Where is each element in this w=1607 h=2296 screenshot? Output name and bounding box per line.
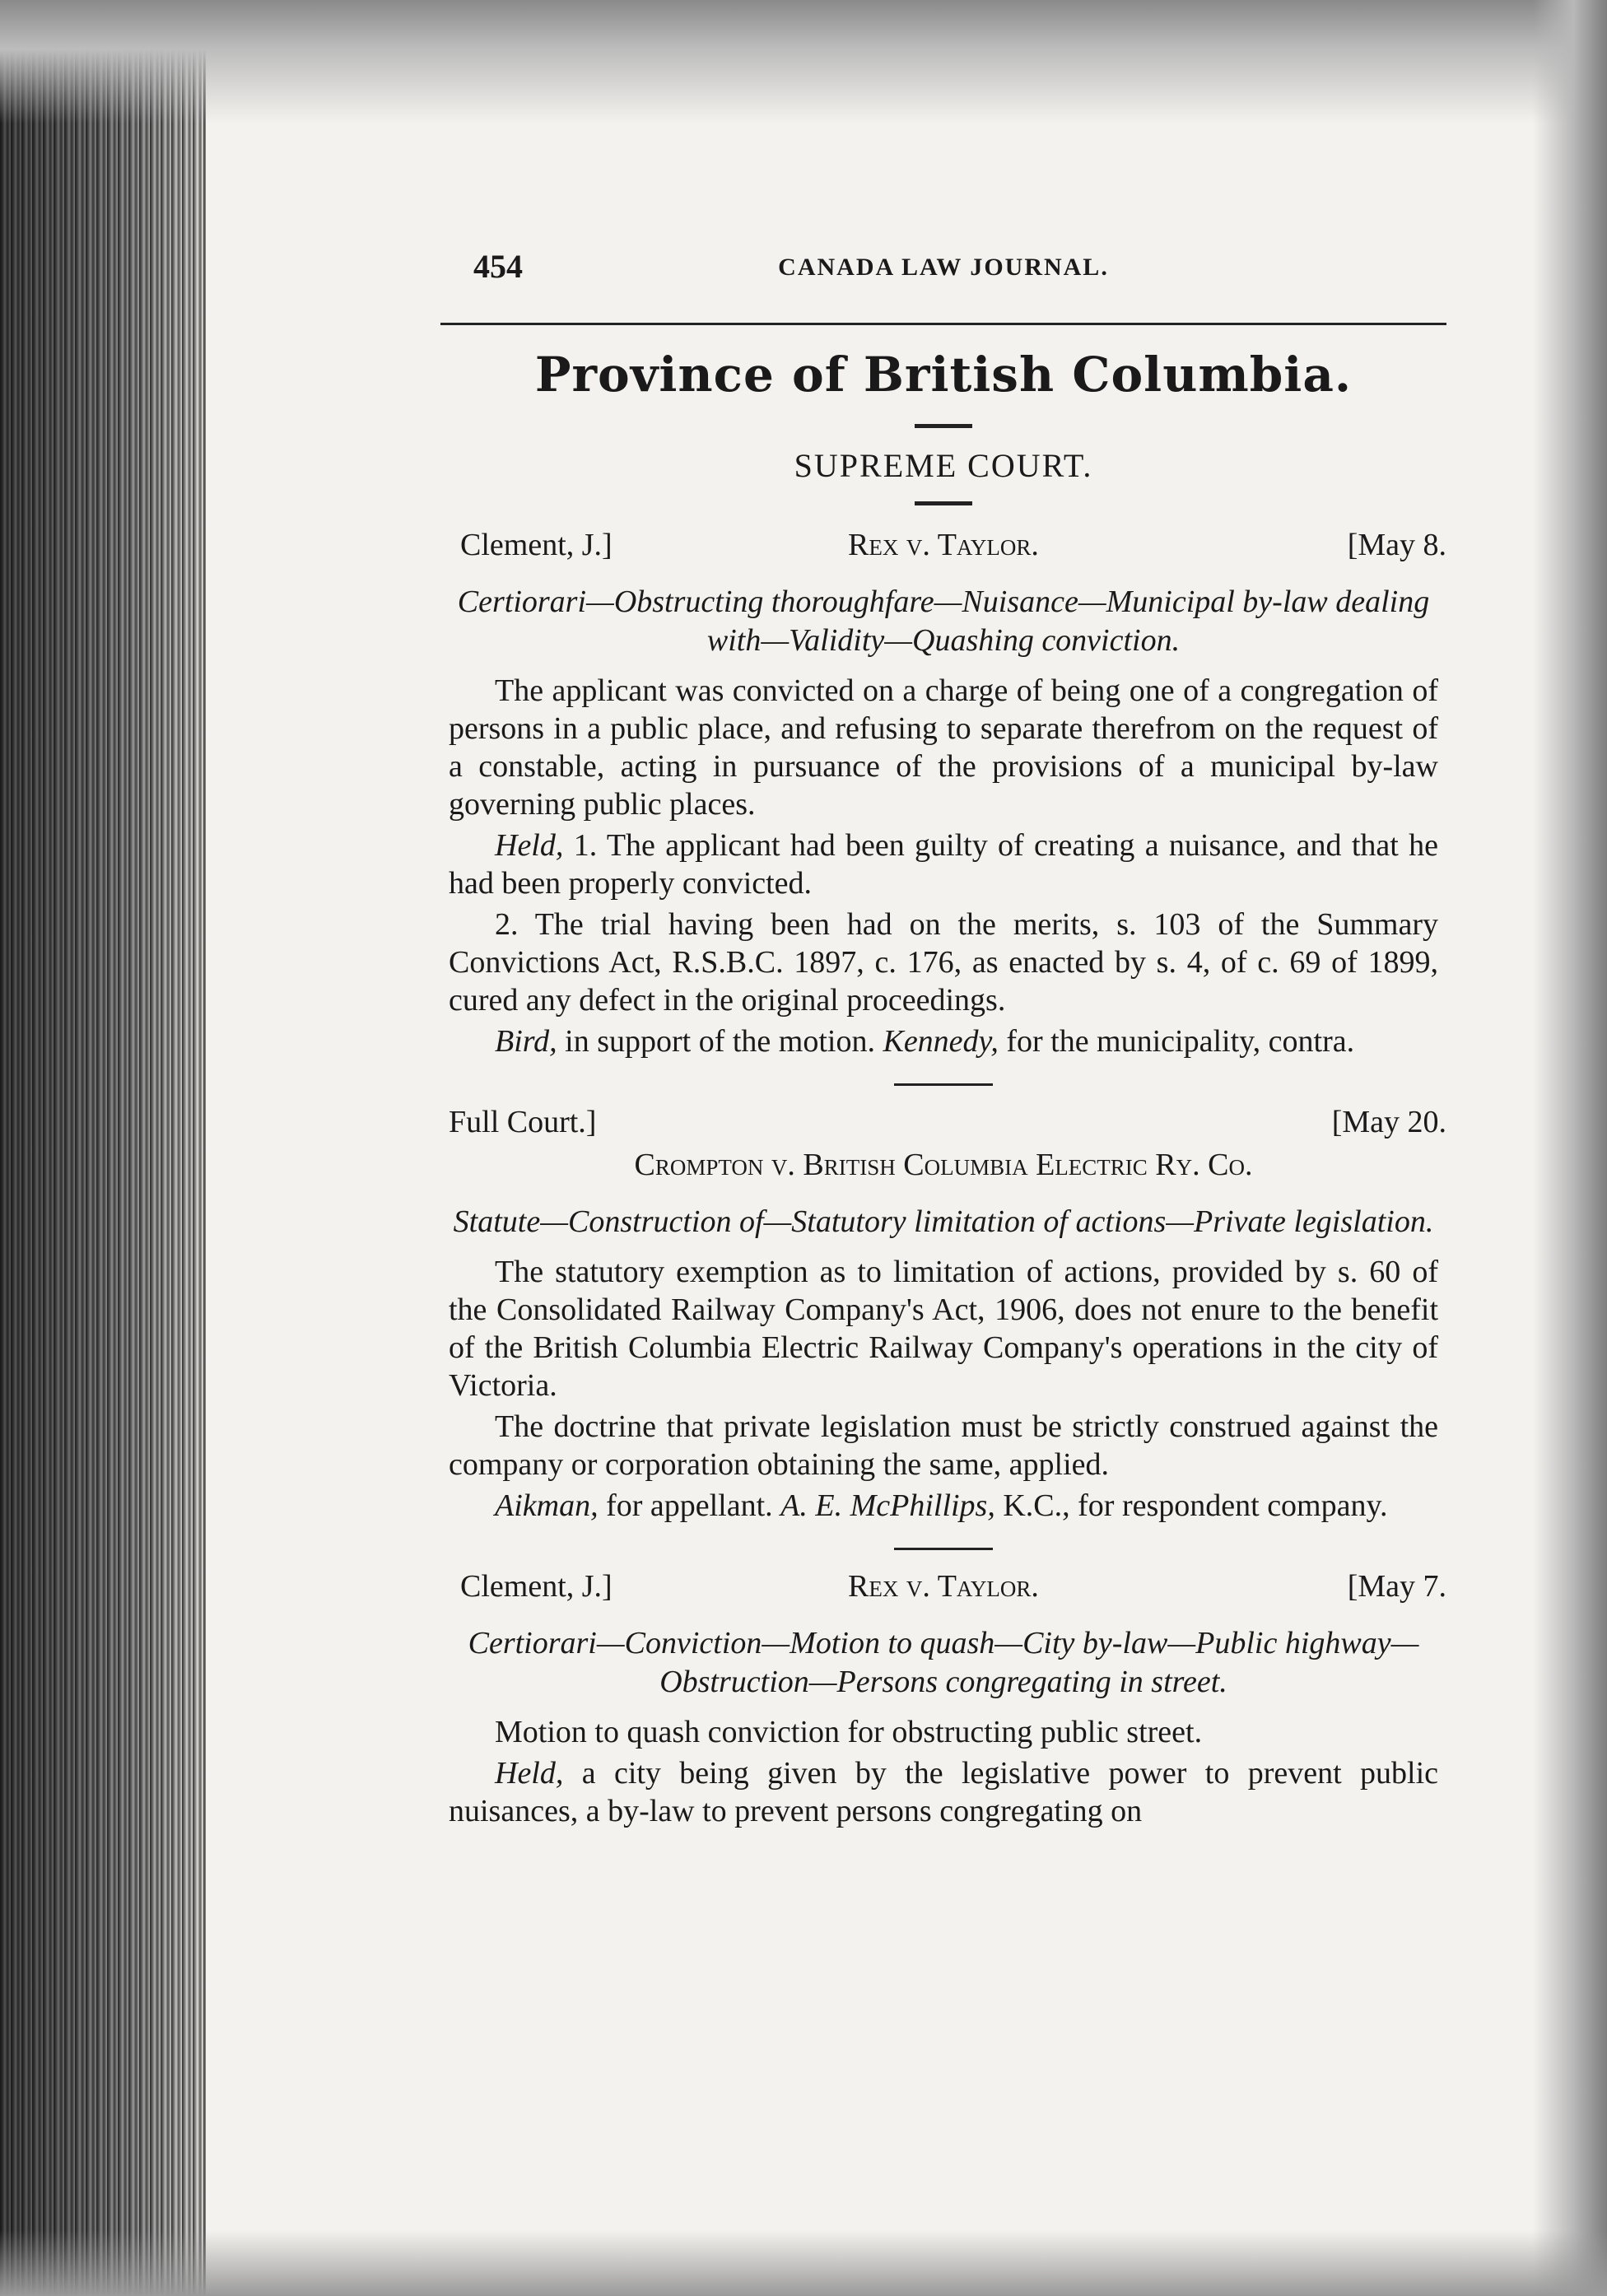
case-1-held-2: 2. The trial having been had on the merits, s. 103 of the Summary Convictions Act, R.S.B.C. 1897, c. 176, as enacted by s. 4, of c. 69 of 1899, cured any defect in the original proceedings. <box>449 907 1438 1018</box>
case-1-catchwords: Certiorari—Obstructing thoroughfare—Nuisance—Municipal by-law dealing with—Validity—Quashing conviction. <box>457 584 1430 658</box>
journal-page <box>440 247 1446 1830</box>
case-2-body: The statutory exemption as to limitation of actions, provided by s. 60 of the Consolidated Railway Company's Act, 1906, does not enure to the benefit of the British Columbia Electric Railway Company's operations in the city of Victoria. <box>449 1255 1438 1403</box>
case-1-held-1 <box>449 827 1438 902</box>
case-1-counsel-2-name: Kennedy, <box>883 1024 999 1059</box>
scan-bottom-edge <box>0 2230 1607 2296</box>
case-2-counsel <box>449 1487 1438 1525</box>
case-1-held-label: Held, <box>495 828 564 863</box>
court-rule <box>915 501 972 505</box>
case-2-counsel-2-name: A. E. McPhillips, <box>780 1488 995 1523</box>
header-rule <box>440 323 1446 325</box>
case-1-title: Rex v. Taylor. <box>848 528 1039 562</box>
case-divider-1 <box>894 1083 993 1086</box>
case-3-judge: Clement, J.] <box>460 1569 613 1604</box>
case-1-judge: Clement, J.] <box>460 528 613 562</box>
case-3-held-label: Held, <box>495 1756 564 1791</box>
case-3-held <box>449 1754 1438 1830</box>
case-2-header <box>440 1104 1446 1150</box>
case-2-counsel-1-name: Aikman, <box>495 1488 599 1523</box>
case-3-title: Rex v. Taylor. <box>848 1569 1039 1604</box>
scan-top-edge <box>0 0 1607 123</box>
case-3-catchwords: Certiorari—Conviction—Motion to quash—City by-law—Public highway—Obstruction—Persons congregating in street. <box>468 1626 1419 1699</box>
case-2-counsel-2-role: K.C., for respondent company. <box>1003 1488 1388 1523</box>
case-1-date: [May 8. <box>1347 528 1446 562</box>
case-1-counsel-1-name: Bird, <box>495 1024 557 1059</box>
case-3-header <box>440 1568 1446 1614</box>
case-1-held-1-text: 1. The applicant had been guilty of creating a nuisance, and that he had been properly convicted. <box>449 828 1439 901</box>
page-number: 454 <box>473 248 523 285</box>
section-title: Province of British Columbia. <box>534 347 1353 403</box>
case-1-body: The applicant was convicted on a charge of being one of a congregation of persons in a public place, and refusing to separate therefrom on the request of a constable, acting in pursuance of the provisions of a municipal by-law governing public places. <box>449 673 1438 822</box>
case-2-judge: Full Court.] <box>449 1105 597 1139</box>
case-2-title-line <box>440 1147 1446 1193</box>
case-2-body-2: The doctrine that private legislation must be strictly construed against the company or corporation obtaining the same, applied. <box>449 1409 1438 1482</box>
case-1-counsel-2-role: for the municipality, contra. <box>1006 1024 1355 1059</box>
case-1-header <box>440 527 1446 573</box>
page-binding-shadow <box>0 0 206 2296</box>
case-2-title: Crompton v. British Columbia Electric Ry. Co. <box>634 1148 1253 1182</box>
title-rule <box>915 424 972 428</box>
case-2-catchwords: Statute—Construction of—Statutory limitation of actions—Private legislation. <box>453 1204 1434 1239</box>
case-2-date: [May 20. <box>1331 1105 1446 1139</box>
case-1-counsel <box>449 1022 1438 1060</box>
scan-right-edge <box>1533 0 1607 2296</box>
case-3-body: Motion to quash conviction for obstructing public street. <box>495 1715 1203 1749</box>
running-head <box>440 247 1446 305</box>
case-2-counsel-1-role: for appellant. <box>606 1488 773 1523</box>
case-3-date: [May 7. <box>1347 1569 1446 1604</box>
case-divider-2 <box>894 1548 993 1550</box>
court-name: SUPREME COURT. <box>794 447 1093 484</box>
journal-title: CANADA LAW JOURNAL. <box>778 254 1109 281</box>
case-3-held-text: a city being given by the legislative power to prevent public nuisances, a by-law to prevent persons congregating on <box>449 1756 1438 1828</box>
case-1-counsel-1-role: in support of the motion. <box>565 1024 875 1059</box>
